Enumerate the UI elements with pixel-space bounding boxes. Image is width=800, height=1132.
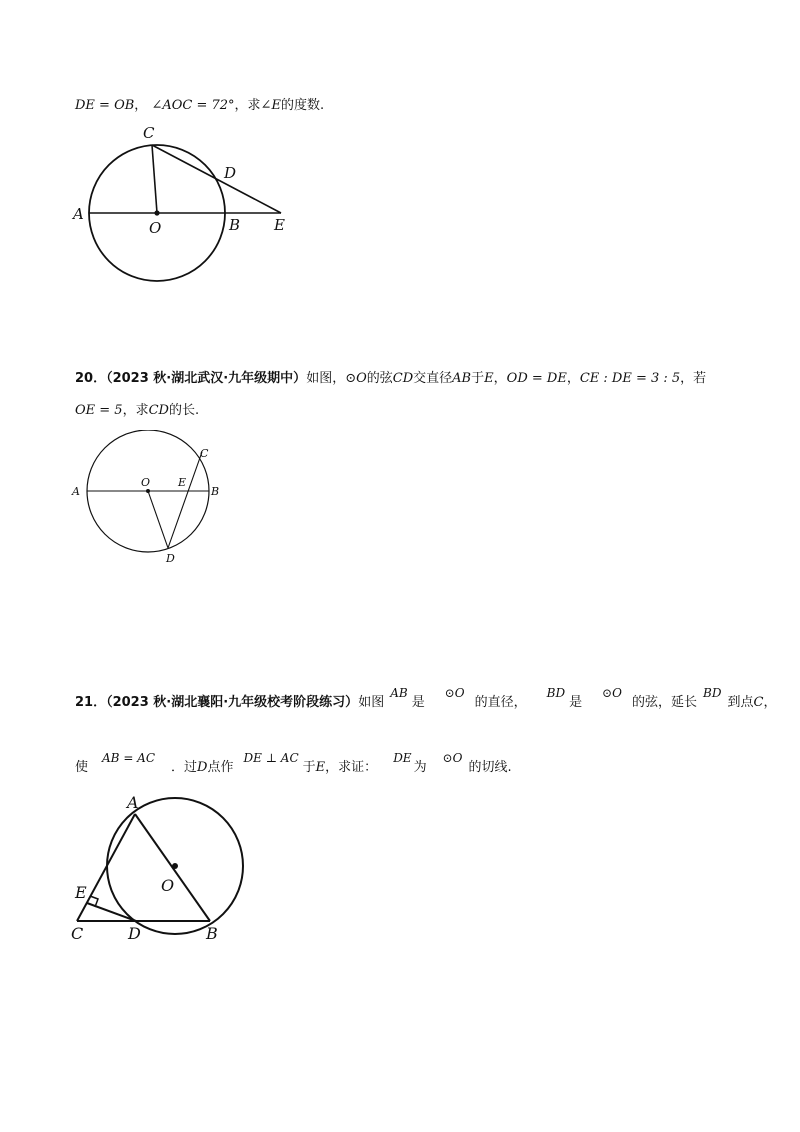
math-expression: CD (392, 371, 414, 386)
text: 的直径， (474, 695, 527, 710)
math-expression: ⊙O (444, 686, 465, 700)
math-expression: ⊙O (345, 371, 367, 386)
math-expression: E (315, 760, 326, 775)
text: 是 (411, 695, 425, 710)
question-number: 20． (75, 371, 107, 386)
q19-center-dot (154, 210, 159, 215)
text: ，求 (234, 98, 261, 113)
q21-line-DE (87, 903, 136, 921)
q20-label-D: D (166, 552, 175, 565)
text: 是 (569, 695, 583, 710)
math-expression: ∠E (260, 98, 281, 113)
math-expression: OD = DE (506, 371, 567, 386)
math-expression: CE : DE = 3 : 5 (579, 371, 681, 386)
text: 于 (302, 760, 316, 775)
q19-line-OC (152, 145, 157, 213)
text: 交直径 (413, 371, 453, 386)
q19-label-D: D (224, 164, 237, 182)
math-expression: DE (393, 751, 412, 765)
q20-label-A: A (72, 485, 80, 498)
text: 如图， (306, 371, 346, 386)
math-expression: BD (546, 686, 566, 700)
text: ，求证： (325, 760, 378, 775)
q19-figure (65, 122, 295, 292)
math-expression: CD (148, 403, 169, 418)
math-expression: AB = AC (102, 751, 156, 765)
text: 的弦 (366, 371, 393, 386)
q21-line-1 (75, 686, 777, 712)
text: 到点 (727, 695, 754, 710)
question-source: （2023 秋·湖北武汉·九年级期中） (106, 371, 307, 386)
q21-center-dot (172, 863, 178, 869)
math-expression: DE = OB (75, 98, 135, 113)
q21-label-A: A (127, 793, 139, 812)
text: 于 (471, 371, 485, 386)
text: ， (493, 371, 507, 386)
math-expression: AB (452, 371, 472, 386)
math-expression: AB (390, 686, 408, 700)
text: 为 (413, 760, 427, 775)
q20-line-2 (75, 402, 199, 420)
q19-label-B: B (229, 216, 241, 234)
q20-center-dot (146, 489, 150, 493)
math-expression: E (484, 371, 494, 386)
text: 如图 (358, 695, 385, 710)
q19-line-1 (75, 97, 324, 115)
q20-line-1 (75, 370, 706, 388)
math-expression: ⊙O (602, 686, 622, 700)
q19-label-O: O (149, 219, 162, 237)
q21-line-AC (77, 814, 135, 921)
q21-line-2 (75, 751, 512, 777)
question-source: （2023 秋·湖北襄阳·九年级校考阶段练习） (106, 695, 359, 710)
math-expression: OE = 5 (75, 403, 123, 418)
math-expression: C (753, 695, 764, 710)
q20-label-E: E (178, 476, 187, 489)
q21-label-D: D (128, 924, 141, 943)
q19-label-E: E (274, 216, 285, 234)
question-number: 21． (75, 695, 107, 710)
text: ，求 (122, 403, 149, 418)
q19-label-A: A (73, 205, 84, 223)
text: 的切线. (468, 760, 512, 775)
q20-figure (70, 430, 240, 570)
text: ， (763, 695, 777, 710)
math-expression: DE ⊥ AC (243, 751, 299, 765)
q20-line-CD (168, 452, 202, 548)
q20-label-B: B (211, 485, 220, 498)
math-expression: D (197, 760, 208, 775)
q20-label-C: C (200, 447, 209, 460)
text: 的度数. (280, 98, 325, 113)
text: 使 (75, 760, 89, 775)
q21-figure (65, 790, 265, 950)
q19-label-C: C (143, 124, 155, 142)
math-expression: BD (703, 686, 722, 700)
text: 的弦，延长 (632, 695, 698, 710)
math-expression: ∠AOC = 72° (151, 98, 235, 113)
text: ，若 (680, 371, 707, 386)
text: 的长. (168, 403, 200, 418)
text: ， (566, 371, 580, 386)
q20-line-OD (148, 491, 168, 548)
text: ．过 (171, 760, 198, 775)
q21-label-E: E (75, 883, 87, 902)
text: ， (134, 98, 148, 113)
q21-label-C: C (71, 924, 84, 943)
q19-line-CE (152, 145, 281, 213)
math-expression: ⊙O (442, 751, 463, 765)
q21-label-O: O (161, 876, 175, 895)
text: 点作 (207, 760, 234, 775)
q21-label-B: B (206, 924, 218, 943)
q20-label-O: O (141, 476, 151, 489)
